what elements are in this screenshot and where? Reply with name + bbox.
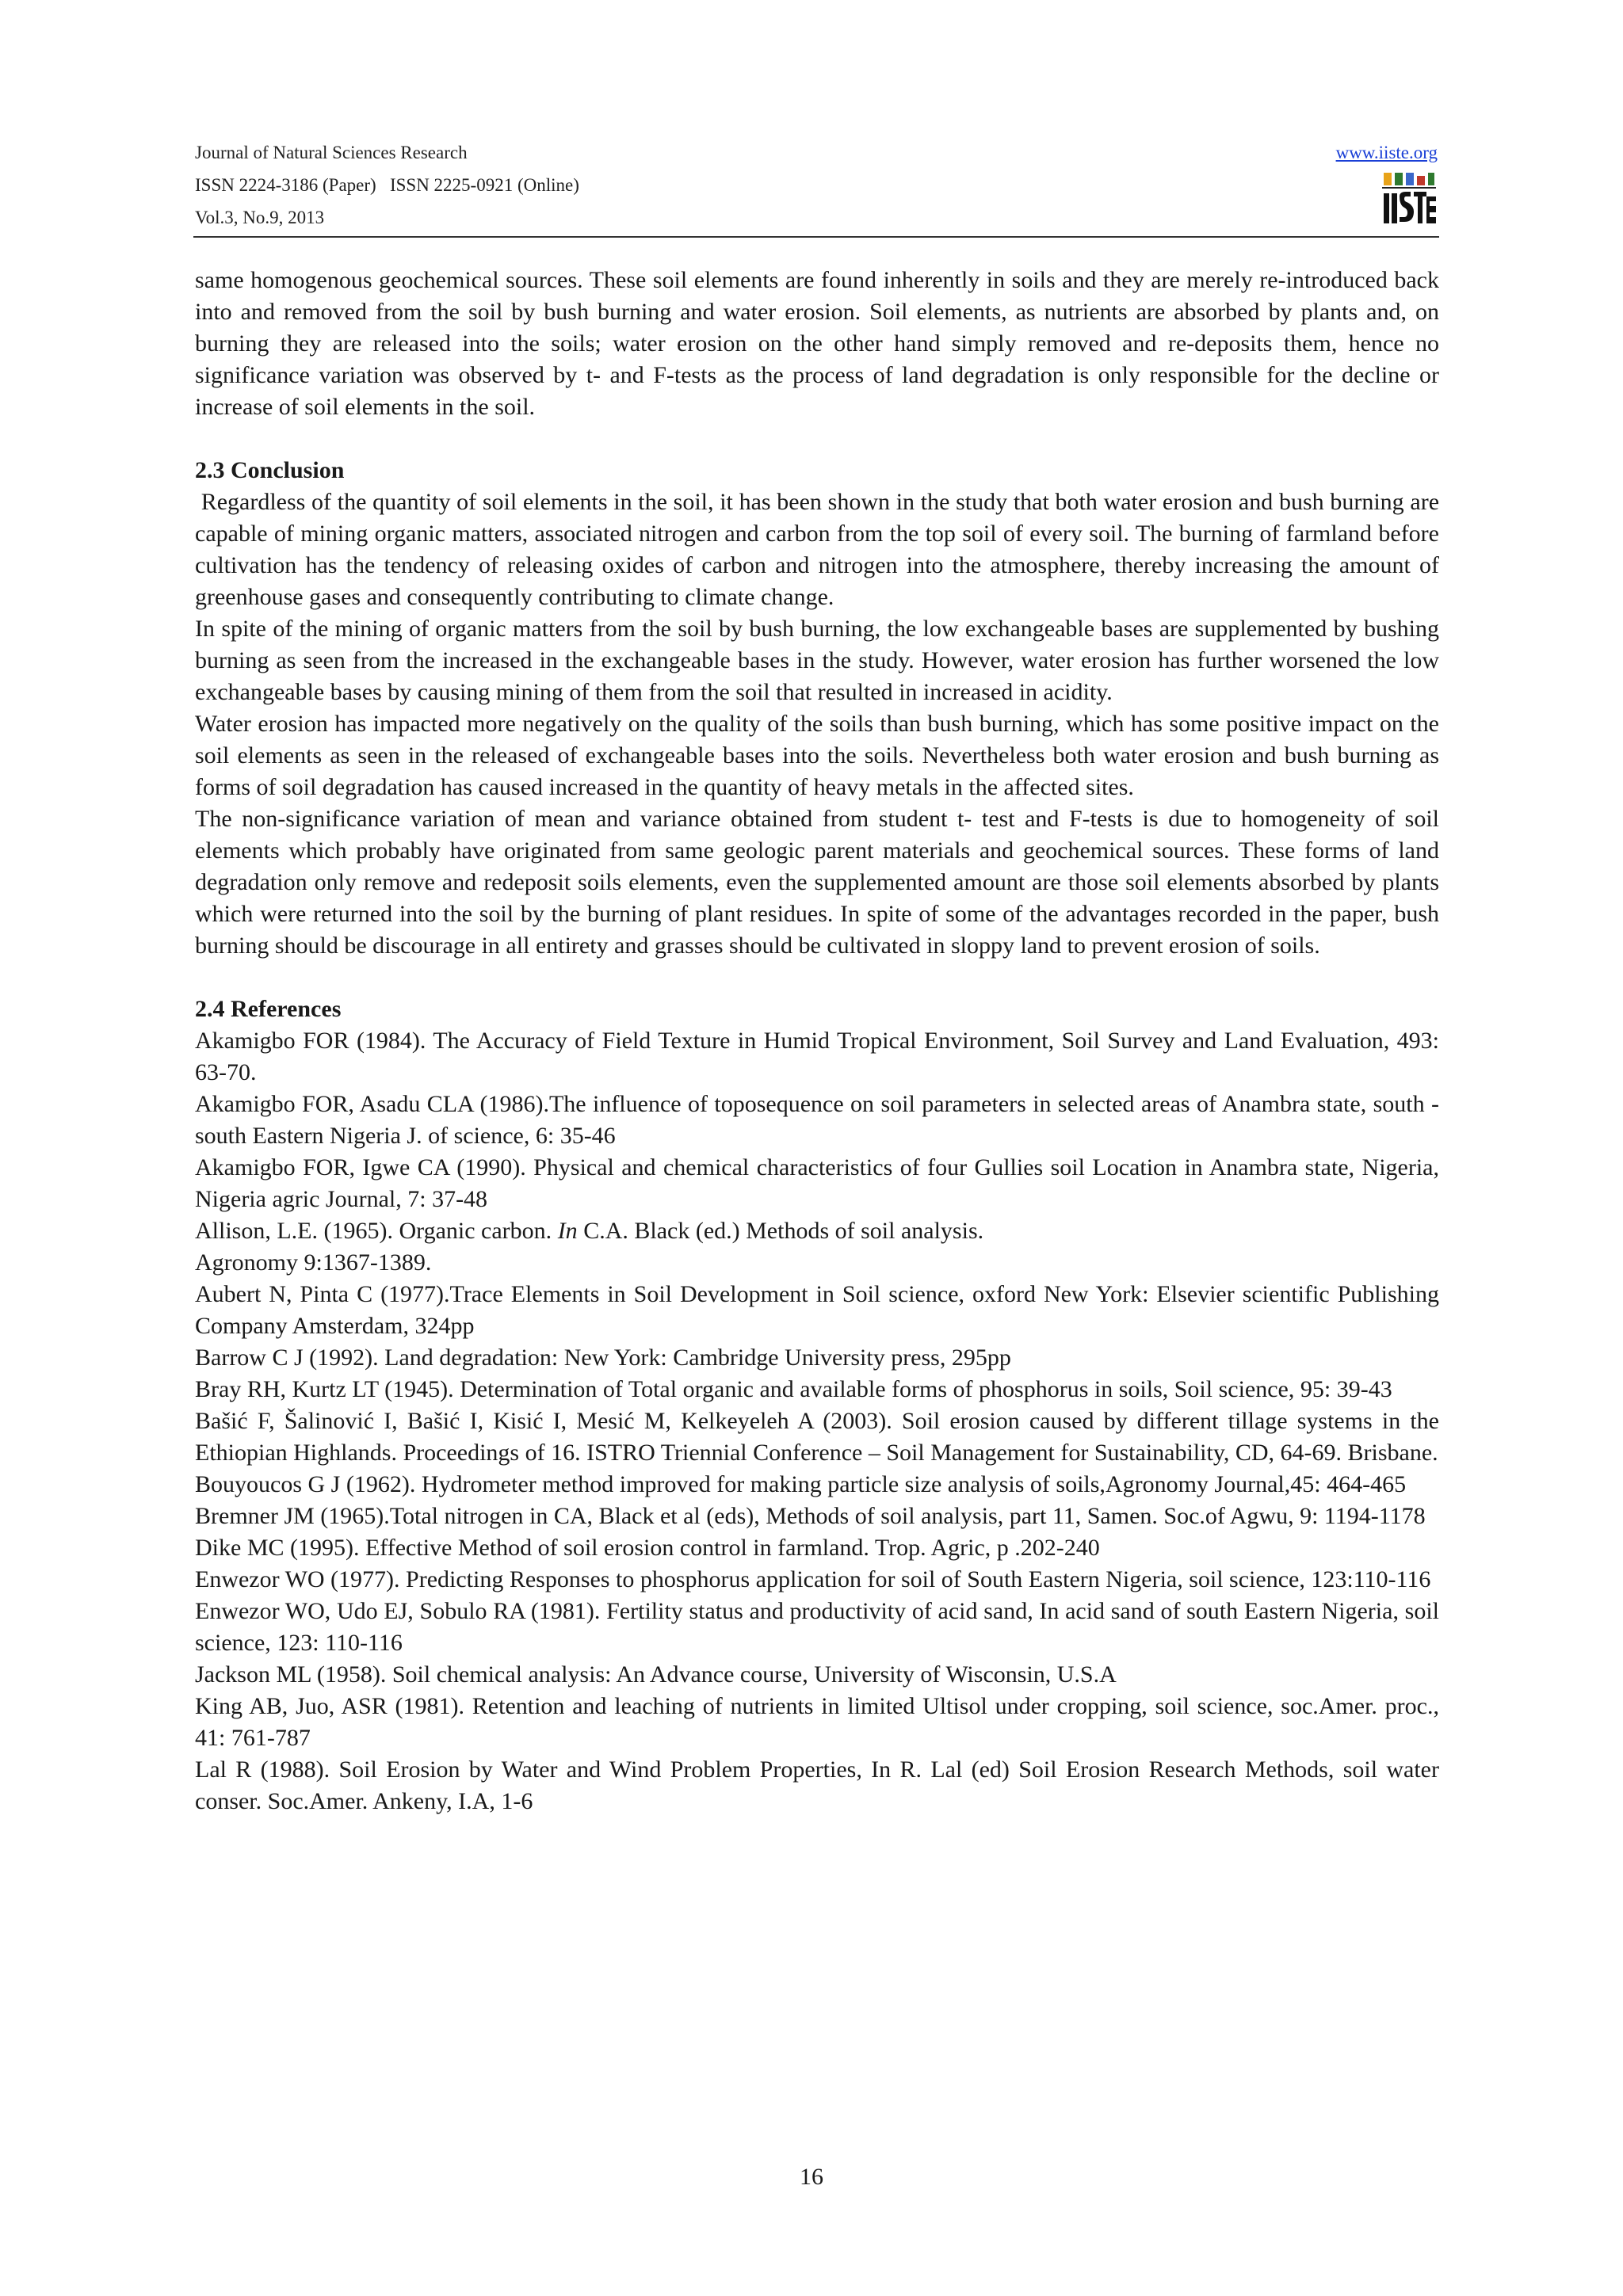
reference-item-allison [195,1215,1439,1247]
reference-item: Bray RH, Kurtz LT (1945). Determination of Total organic and available forms of phosphorus in soils, Soil science, 95: 39-43 [195,1376,1392,1402]
reference-item: Bouyoucos G J (1962). Hydrometer method improved for making particle size analysis of soils,Agronomy Journal,45: 464-465 [195,1471,1407,1497]
reference-item: Bremner JM (1965).Total nitrogen in CA, Black et al (eds), Methods of soil analysis, part 11, Samen. Soc.of Agwu, 9: 1194-1178 [195,1503,1426,1529]
reference-item: Enwezor WO, Udo EJ, Sobulo RA (1981). Fertility status and productivity of acid sand, In acid sand of south Eastern Nigeria, soil science, 123: 110-116 [195,1598,1439,1656]
conclusion-paragraph: Water erosion has impacted more negatively on the quality of the soils than bush burning, which has some positive impact on the soil elements as seen in the released of exchangeable bases into the soils. Nevertheless both water erosion and bush burning as forms of soil degradation has caused increased in the quantity of heavy metals in the affected sites. [195,711,1439,800]
conclusion-paragraph: Regardless of the quantity of soil elements in the soil, it has been shown in the study that both water erosion and bush burning are capable of mining organic matters, associated nitrogen and carbon from the top soil of every soil. The burning of farmland before cultivation has the tendency of releasing oxides of carbon and nitrogen into the atmosphere, thereby increasing the amount of greenhouse gases and consequently contributing to climate change. [195,489,1445,610]
page-number: 16 [800,2164,823,2190]
reference-item: Enwezor WO (1977). Predicting Responses to phosphorus application for soil of South Eastern Nigeria, soil science, 123:110-116 [195,1566,1431,1592]
reference-item: Aubert N, Pinta C (1977).Trace Elements in Soil Development in Soil science, oxford New York: Elsevier scientific Publishing Company Amsterdam, 324pp [195,1281,1439,1339]
references-heading: 2.4 References [195,996,342,1022]
reference-item: Akamigbo FOR, Igwe CA (1990). Physical and chemical characteristics of four Gullies soil Location in Anambra state, Nigeria, Nigeria agric Journal, 7: 37-48 [195,1154,1439,1212]
reference-text: Allison, L.E. (1965). Organic carbon. [195,1218,558,1244]
journal-name: Journal of Natural Sciences Research [195,143,468,162]
journal-issn: ISSN 2224-3186 (Paper) ISSN 2225-0921 (Online) [195,175,579,195]
section-gap [195,423,1439,455]
conclusion-paragraph: The non-significance variation of mean and variance obtained from student t- test and F-tests is due to homogeneity of soil elements which probably have originated from same geologic parent materials and geochemical sources. These forms of land degradation only remove and redeposit soils elements, even the supplemented amount are those soil elements absorbed by plants which were returned into the soil by the burning of plant residues. In spite of some of the advantages recorded in the paper, bush burning should be discourage in all entirety and grasses should be cultivated in sloppy land to prevent erosion of soils. [195,806,1439,959]
header-rule [193,236,1439,238]
reference-text: C.A. Black (ed.) Methods of soil analysis. [577,1218,984,1244]
reference-item: Barrow C J (1992). Land degradation: New York: Cambridge University press, 295pp [195,1344,1011,1371]
reference-item: Dike MC (1995). Effective Method of soil erosion control in farmland. Trop. Agric, p .202-240 [195,1535,1100,1561]
reference-item: Agronomy 9:1367-1389. [195,1249,432,1276]
journal-url-link[interactable]: www.iiste.org [1335,143,1438,162]
section-gap [195,962,1439,994]
reference-item: King AB, Juo, ASR (1981). Retention and leaching of nutrients in limited Ultisol under cropping, soil science, soc.Amer. proc., 41: 761-787 [195,1693,1439,1751]
conclusion-heading: 2.3 Conclusion [195,457,345,483]
iiste-logo [1381,170,1438,227]
reference-item: Akamigbo FOR (1984). The Accuracy of Field Texture in Humid Tropical Environment, Soil Survey and Land Evaluation, 493: 63-70. [195,1028,1439,1085]
reference-item: Bašić F, Šalinović I, Bašić I, Kisić I, Mesić M, Kelkeyeleh A (2003). Soil erosion caused by different tillage systems in the Ethiopian Highlands. Proceedings of 16. ISTRO Triennial Conference – Soil Management for Sustainability, CD, 64-69. Brisbane. [195,1408,1439,1466]
article-body [195,265,1445,1817]
conclusion-paragraph: In spite of the mining of organic matters from the soil by bush burning, the low exchangeable bases are supplemented by bushing burning as seen from the increased in the exchangeable bases in the study. However, water erosion has further worsened the low exchangeable bases by causing mining of them from the soil that resulted in increased in acidity. [195,616,1439,705]
reference-item: Akamigbo FOR, Asadu CLA (1986).The influence of toposequence on soil parameters in selected areas of Anambra state, south -south Eastern Nigeria J. of science, 6: 35-46 [195,1091,1439,1149]
reference-italic-word: In [557,1218,578,1244]
intro-paragraph: same homogenous geochemical sources. These soil elements are found inherently in soils and they are merely re-introduced back into and removed from the soil by bush burning and water erosion. Soil elements, as nutrients are absorbed by plants and, on burning they are released into the soils; water erosion on the other hand simply removed and re-deposits them, hence no significance variation was observed by t- and F-tests as the process of land degradation is only responsible for the decline or increase of soil elements in the soil. [195,267,1439,420]
journal-volume: Vol.3, No.9, 2013 [195,208,325,227]
reference-item: Lal R (1988). Soil Erosion by Water and Wind Problem Properties, In R. Lal (ed) Soil Erosion Research Methods, soil water conser. Soc.Amer. Ankeny, I.A, 1-6 [195,1756,1439,1814]
reference-item: Jackson ML (1958). Soil chemical analysis: An Advance course, University of Wisconsin, U.S.A [195,1661,1117,1688]
